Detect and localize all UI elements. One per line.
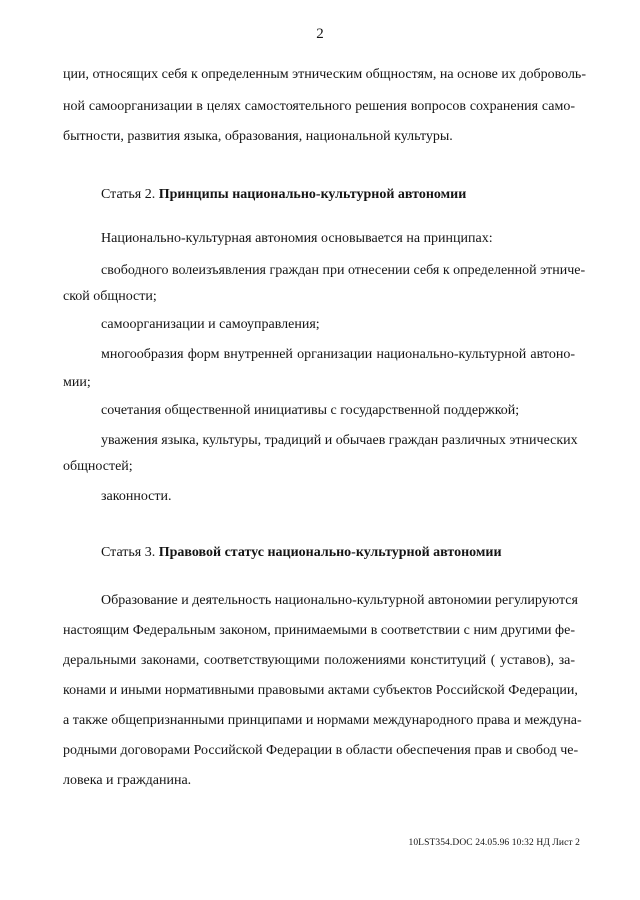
article-2-line: сочетания общественной инициативы с государственной поддержкой;	[101, 403, 520, 418]
article-3-line: деральными законами, соответствующими положениями конституций ( уставов), за-	[63, 653, 575, 668]
article-3-number: Статья 3.	[101, 545, 156, 560]
article-2-line: ской общности;	[63, 289, 157, 304]
document-footer: 10LST354.DOC 24.05.96 10:32 НД Лист 2	[408, 838, 580, 848]
article-2-number: Статья 2.	[101, 187, 156, 202]
intro-line: бытности, развития языка, образования, национальной культуры.	[63, 129, 453, 144]
article-3-line: конами и иными нормативными правовыми актами субъектов Российской Федерации,	[63, 683, 578, 698]
intro-line: ции, относящих себя к определенным этническим общностям, на основе их доброволь-	[63, 67, 586, 82]
article-3-heading	[101, 544, 502, 562]
article-2-line: общностей;	[63, 459, 133, 474]
article-3-title: Правовой статус национально-культурной автономии	[158, 545, 502, 560]
article-2-line: свободного волеизъявления граждан при отнесении себя к определенной этниче-	[101, 263, 586, 278]
article-2-line: уважения языка, культуры, традиций и обычаев граждан различных этнических	[101, 433, 578, 448]
article-2-line: самоорганизации и самоуправления;	[101, 317, 320, 332]
article-2-line: многообразия форм внутренней организации национально-культурной автоно-	[101, 347, 575, 362]
article-3-line: Образование и деятельность национально-культурной автономии регулируются	[101, 593, 578, 608]
article-2-line: Национально-культурная автономия основывается на принципах:	[101, 231, 493, 246]
article-3-line: настоящим Федеральным законом, принимаемыми в соответствии с ним другими фе-	[63, 623, 575, 638]
article-3-line: а также общепризнанными принципами и нормами международного права и междуна-	[63, 713, 582, 728]
article-2-title: Принципы национально-культурной автономии	[158, 187, 467, 202]
article-3-line: ловека и гражданина.	[63, 773, 192, 788]
intro-line: ной самоорганизации в целях самостоятельного решения вопросов сохранения само-	[63, 99, 575, 114]
article-2-line: мии;	[63, 375, 91, 390]
article-3-line: родными договорами Российской Федерации в области обеспечения прав и свобод че-	[63, 743, 579, 758]
page-number: 2	[316, 26, 324, 42]
article-2-line: законности.	[101, 489, 172, 504]
article-2-heading	[101, 186, 466, 204]
